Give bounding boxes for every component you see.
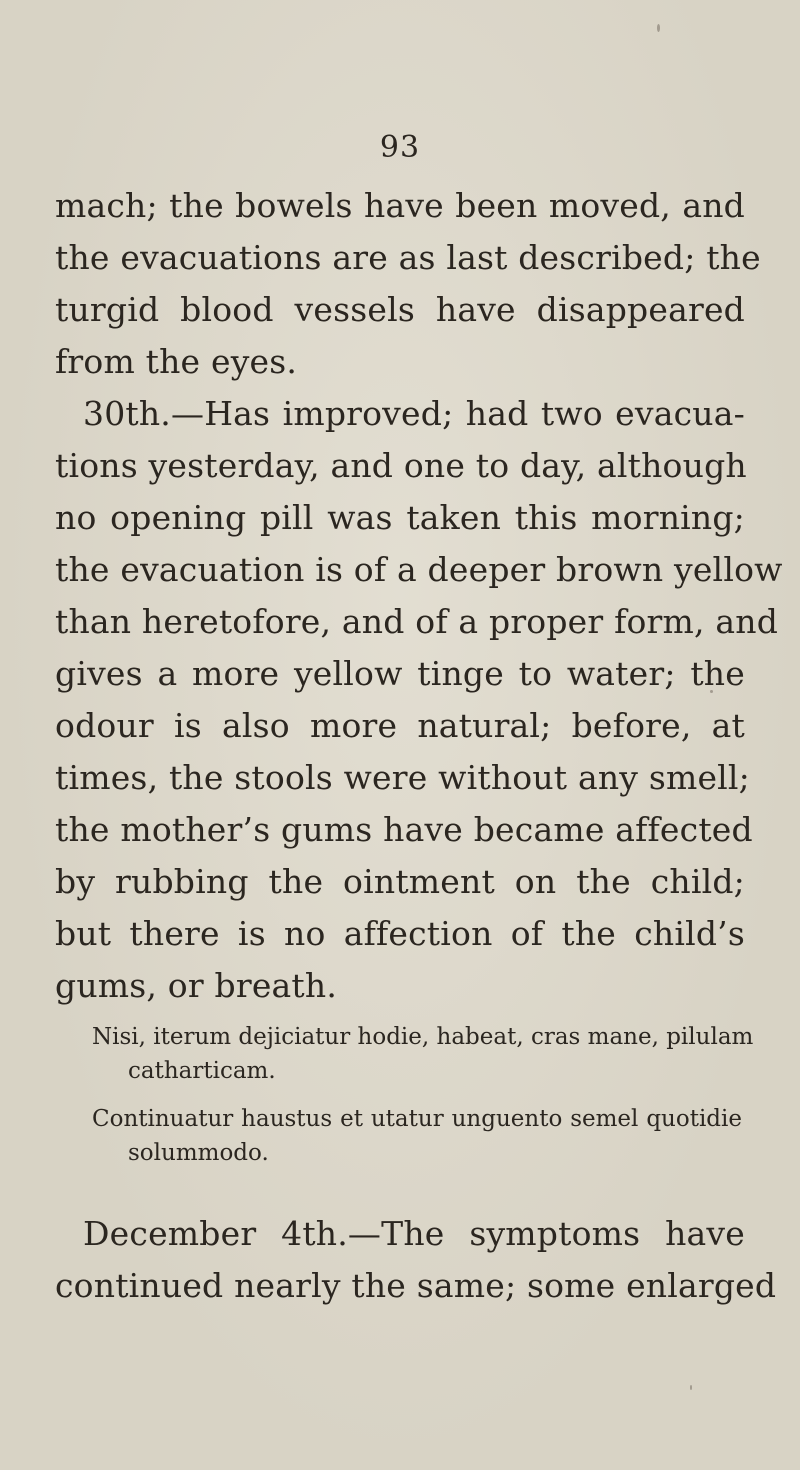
text-line: gums, or breath. — [55, 966, 338, 1005]
text-line: from the eyes. — [55, 342, 298, 381]
text-line: the mother’s gums have became affected — [55, 810, 753, 849]
text-line: odour is also more natural; before, at — [55, 706, 745, 745]
text-line: the evacuations are as last described; the — [55, 238, 761, 277]
prescription-line: catharticam. — [128, 1058, 276, 1084]
main-text-block — [55, 180, 783, 1012]
text-line: December 4th.—The symptoms have — [83, 1214, 745, 1253]
text-line: times, the stools were without any smell; — [55, 758, 750, 797]
text-line: gives a more yellow tinge to water; the — [55, 654, 745, 693]
text-line: mach; the bowels have been moved, and — [55, 186, 745, 225]
paper-speck — [710, 690, 713, 693]
prescription-block — [92, 1020, 754, 1170]
text-line: than heretofore, and of a proper form, and — [55, 602, 779, 641]
text-line: by rubbing the ointment on the child; — [55, 862, 745, 901]
text-line: the evacuation is of a deeper brown yellow — [55, 550, 783, 589]
text-line: tions yesterday, and one to day, although — [55, 446, 747, 485]
prescription-line: solummodo. — [128, 1140, 269, 1166]
text-line: turgid blood vessels have disappeared — [55, 290, 745, 329]
spacer — [92, 1088, 742, 1102]
page-number: 93 — [379, 130, 421, 165]
text-line: 30th.—Has improved; had two evacua- — [83, 394, 745, 433]
prescription-line: Continuatur haustus et utatur unguento semel quotidie — [92, 1106, 742, 1132]
paper-speck — [657, 24, 660, 32]
text-line: continued nearly the same; some enlarged — [55, 1266, 777, 1305]
continuation-text-block — [55, 1208, 777, 1312]
text-line: no opening pill was taken this morning; — [55, 498, 745, 537]
prescription-line: Nisi, iterum dejiciatur hodie, habeat, cras mane, pilulam — [92, 1024, 754, 1050]
text-line: but there is no affection of the child’s — [55, 914, 745, 953]
paper-speck — [690, 1385, 692, 1390]
